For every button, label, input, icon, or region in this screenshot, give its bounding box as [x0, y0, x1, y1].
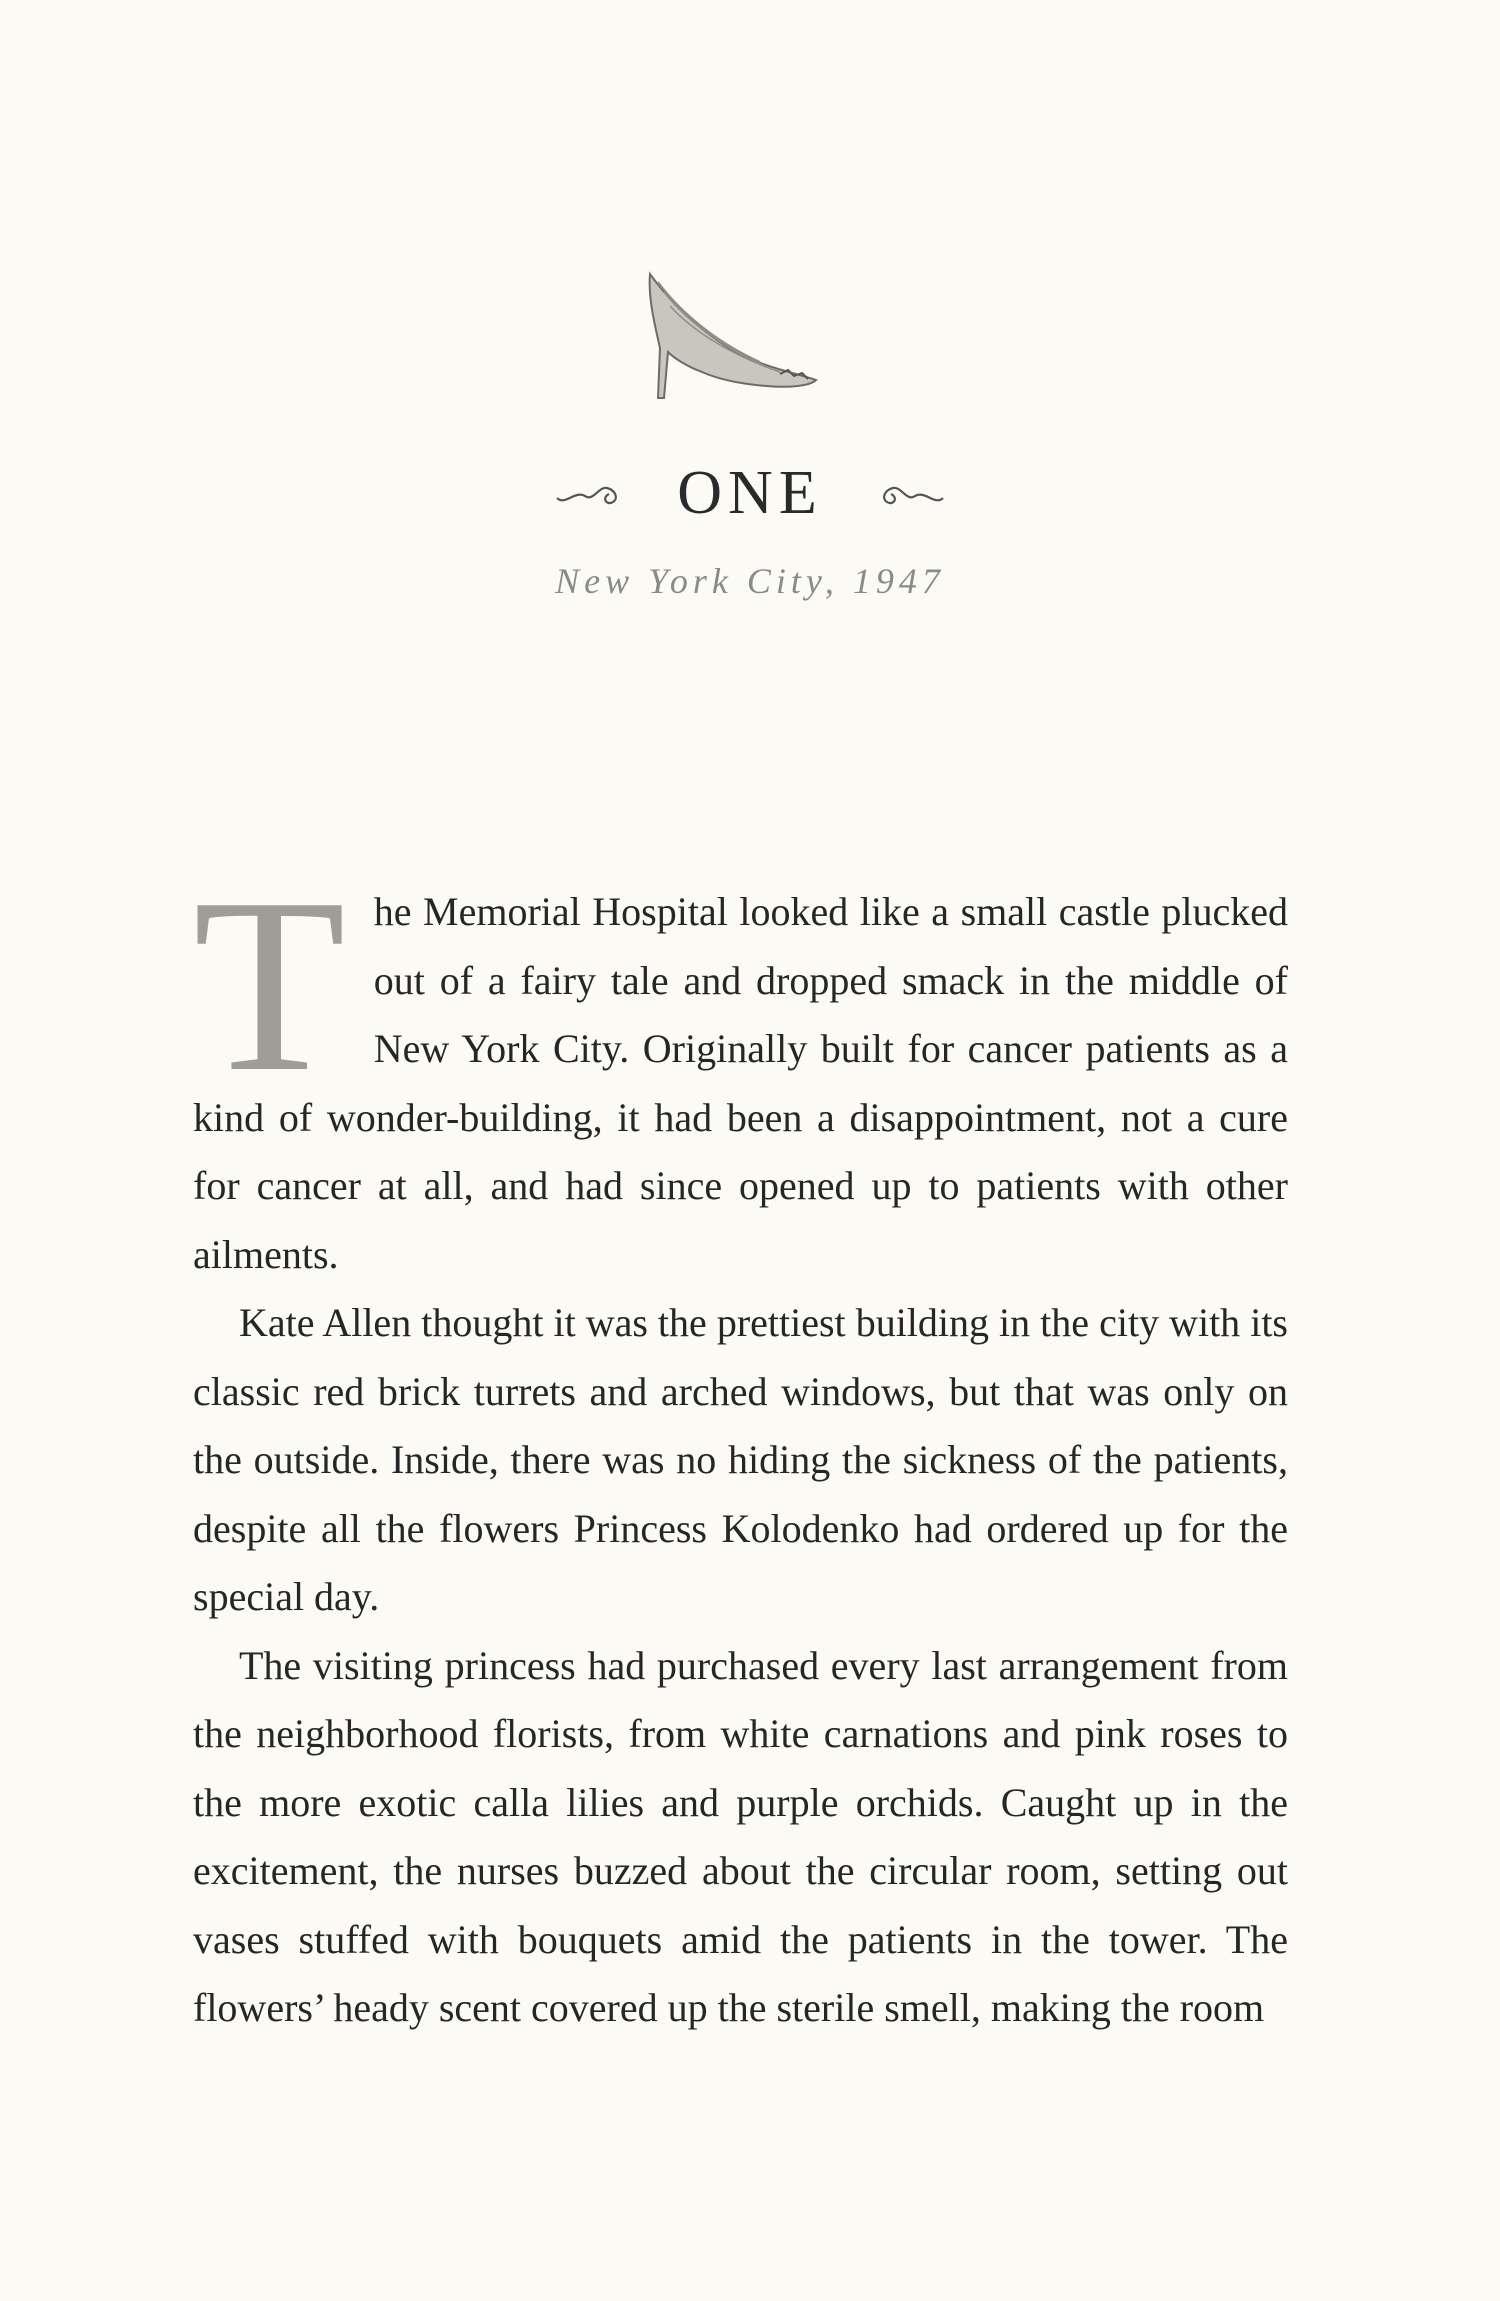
paragraph: Kate Allen thought it was the prettiest building in the city with its classic red brick turrets and arched windows, but that was only on the outside. Inside, there was no hiding the sickness of the patients, despite all the flowers Princess Kolodenko had ordered up for the special day. — [193, 1300, 1288, 1619]
body-text — [193, 847, 1288, 2043]
paragraph — [193, 847, 1288, 1289]
flourish-right-icon — [873, 478, 947, 508]
chapter-title: ONE — [677, 459, 823, 527]
chapter-location: New York City, 1947 — [555, 561, 945, 601]
paragraph-text: he Memorial Hospital looked like a small castle plucked out of a fairy tale and dropped smack in the middle of New York City. Originally built for cancer patients as a kind of wonder-building, it had been a disappointment, not a cure for cancer at all, and had since opened up to patients with other ailments. — [193, 889, 1288, 1277]
glass-slipper-icon — [630, 262, 830, 402]
drop-cap: T — [193, 847, 346, 1124]
paragraph: The visiting princess had purchased every last arrangement from the neighborhood florists, from white carnations and pink roses to the more exotic calla lilies and purple orchids. Caught up in the excitement, the nurses buzzed about the circular room, setting out vases stuffed with bouquets amid the patients in the tower. The flowers’ heady scent covered up the sterile smell, making the room — [193, 1642, 1288, 2030]
chapter-heading — [0, 448, 1500, 538]
flourish-left-icon — [553, 478, 627, 508]
